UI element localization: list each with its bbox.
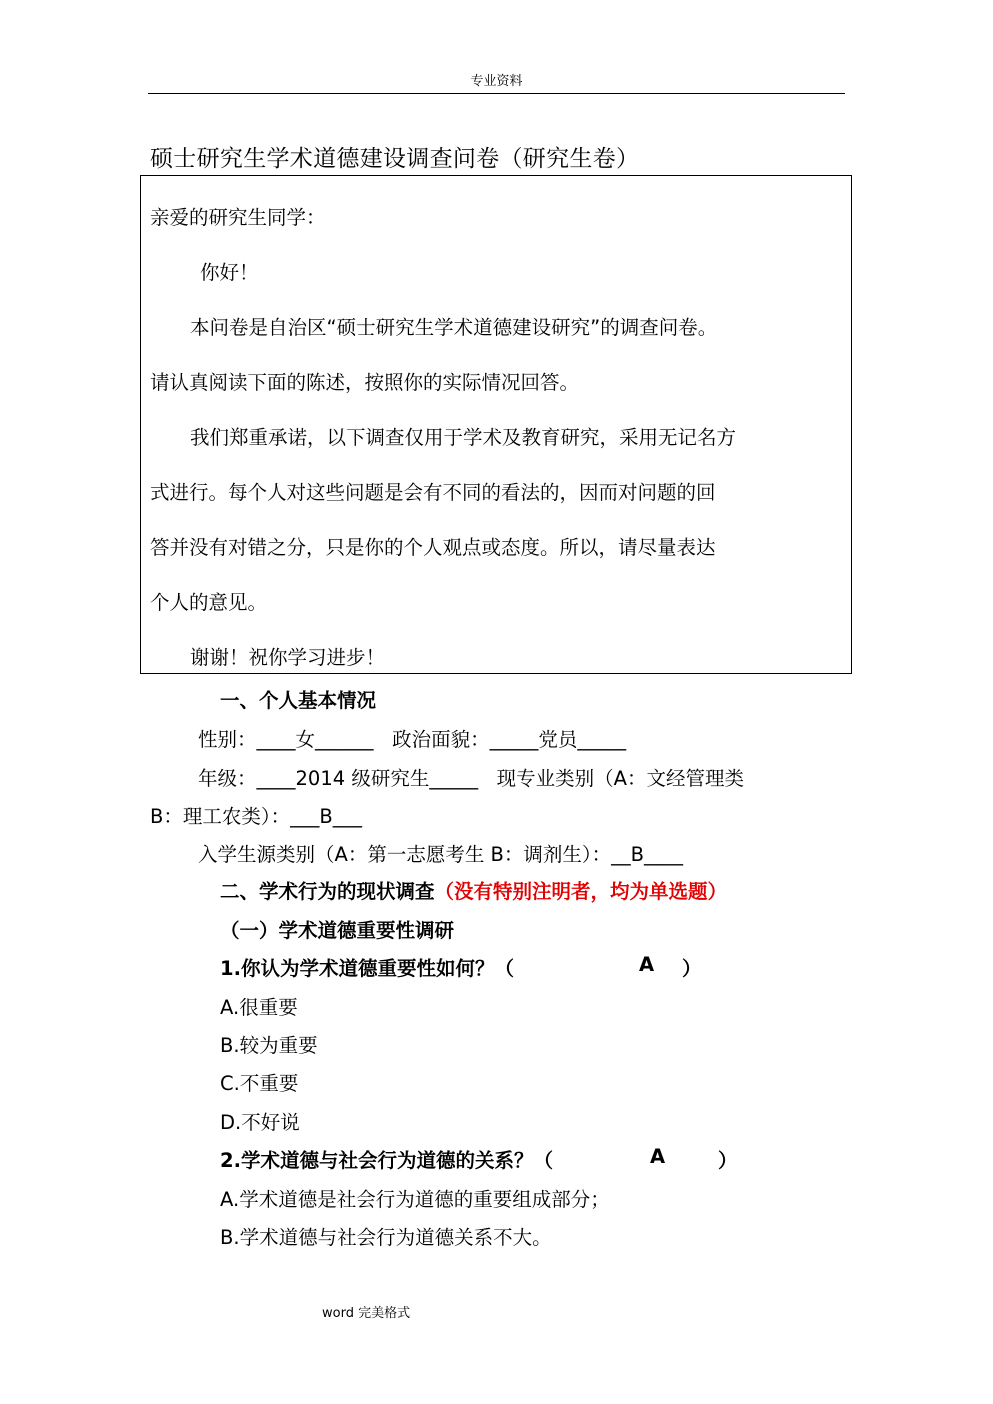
section2-subheading: （一）学术道德重要性调研 xyxy=(220,919,455,942)
q2-option-b: B.学术道德与社会行为道德关系不大。 xyxy=(220,1226,552,1249)
q1-answer: A xyxy=(639,953,655,976)
section2-note: （没有特别注明者，均为单选题） xyxy=(434,880,728,903)
major-category-line: B：理工农类）：___B___ xyxy=(150,805,363,828)
page-footer: word 完美格式 xyxy=(322,1306,411,1321)
q1-option-b: B.较为重要 xyxy=(220,1034,318,1057)
section2-heading-wrap xyxy=(220,876,727,904)
intro-greeting: 亲爱的研究生同学： xyxy=(150,206,326,229)
student-source-line: 入学生源类别（A：第一志愿考生 B：调剂生）：__B____ xyxy=(198,843,684,866)
intro-para2-line1: 我们郑重承诺，以下调查仅用于学术及教育研究，采用无记名方 xyxy=(190,426,737,449)
q1-option-d: D.不好说 xyxy=(220,1111,300,1134)
header-rule xyxy=(148,93,845,94)
section1-heading: 一、个人基本情况 xyxy=(220,689,377,712)
q2-stem: 2.学术道德与社会行为道德的关系？（ xyxy=(220,1149,553,1172)
q1-option-a: A.很重要 xyxy=(220,996,298,1019)
intro-para1-line1: 本问卷是自治区“硕士研究生学术道德建设研究”的调查问卷。 xyxy=(190,316,718,339)
intro-para2-line3: 答并没有对错之分，只是你的个人观点或态度。所以，请尽量表达 xyxy=(150,536,716,559)
q1-option-c: C.不重要 xyxy=(220,1072,299,1095)
intro-thanks: 谢谢！祝你学习进步！ xyxy=(190,646,386,669)
q2-close: ） xyxy=(718,1149,738,1172)
page-header: 专业资料 xyxy=(470,74,523,89)
q1-close: ） xyxy=(682,957,702,980)
q2-option-a: A.学术道德是社会行为道德的重要组成部分； xyxy=(220,1188,610,1211)
section2-heading: 二、学术行为的现状调查 xyxy=(220,880,435,903)
gender-party-line: 性别：____女______ 政治面貌：_____党员_____ xyxy=(198,728,627,751)
intro-para2-line4: 个人的意见。 xyxy=(150,591,268,614)
intro-hello: 你好！ xyxy=(200,261,259,284)
q2-answer: A xyxy=(650,1145,666,1168)
document-title: 硕士研究生学术道德建设调查问卷（研究生卷） xyxy=(150,146,640,172)
grade-major-line: 年级：____2014 级研究生_____ 现专业类别（A：文经管理类 xyxy=(198,767,745,790)
q1-stem: 1.你认为学术道德重要性如何？（ xyxy=(220,957,514,980)
intro-para2-line2: 式进行。每个人对这些问题是会有不同的看法的，因而对问题的回 xyxy=(150,481,716,504)
intro-para1-line2: 请认真阅读下面的陈述，按照你的实际情况回答。 xyxy=(150,371,580,394)
